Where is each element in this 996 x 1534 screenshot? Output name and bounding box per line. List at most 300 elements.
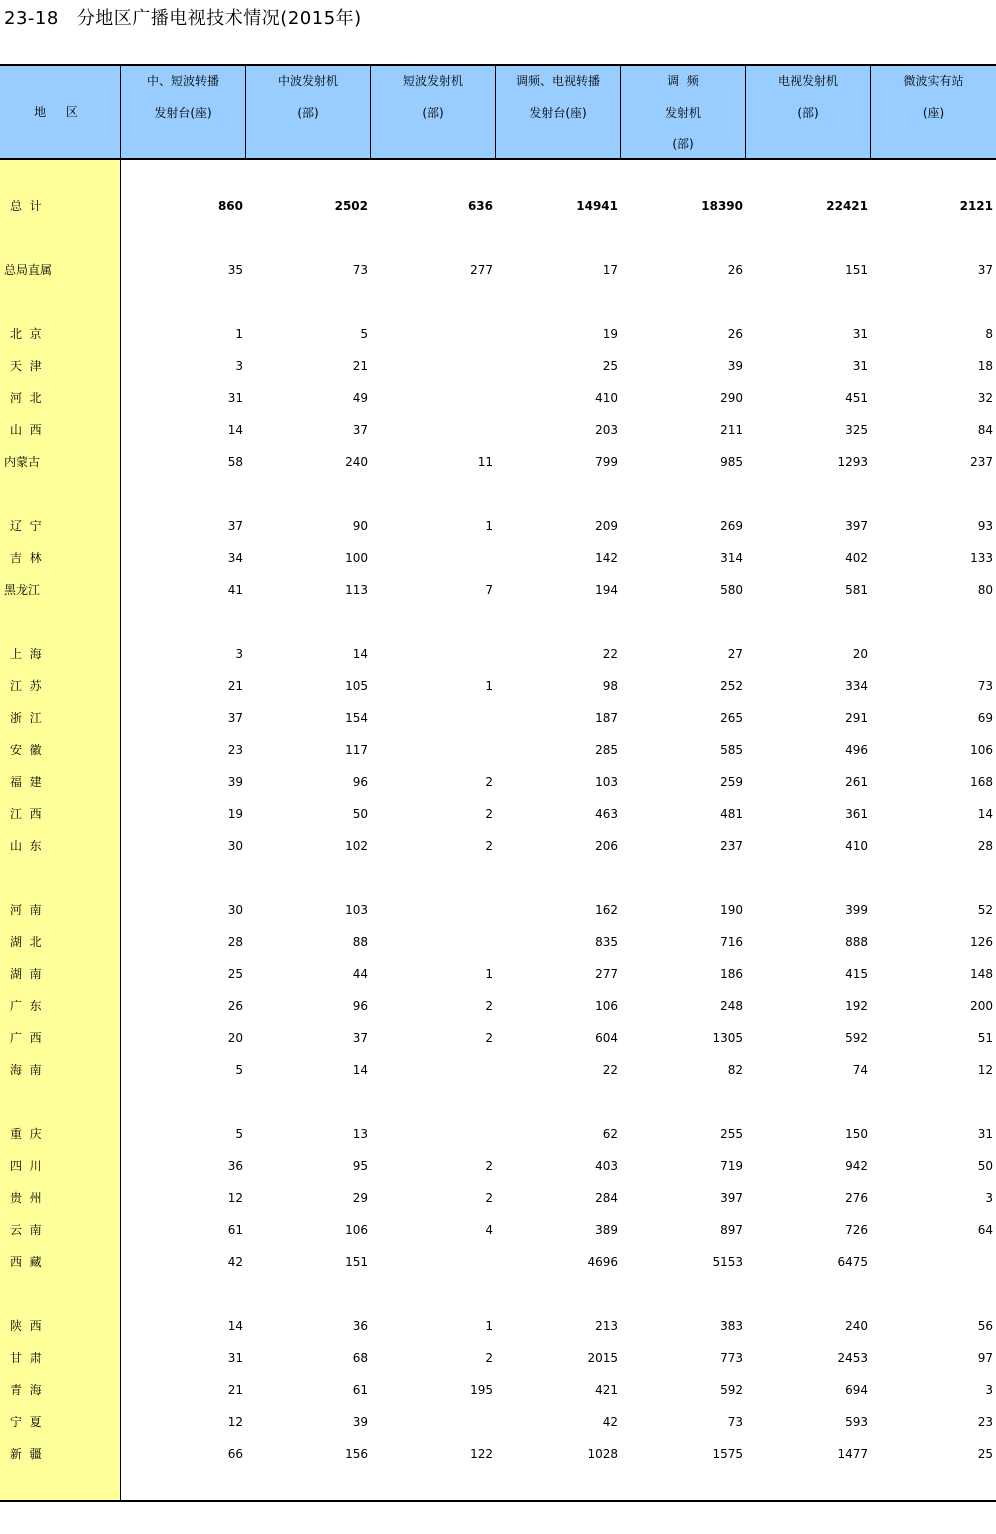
table-cell: 402 [845,551,868,565]
region-name: 云 南 [10,1223,42,1237]
table-cell: 6475 [837,1255,868,1269]
table-cell: 21 [227,1383,243,1397]
table-row [0,1028,996,1048]
table-row [0,964,996,984]
table-cell: 95 [352,1159,368,1173]
table-cell: 66 [227,1447,243,1461]
table-cell: 209 [595,519,618,533]
table-cell: 2453 [837,1351,868,1365]
table-cell: 12 [227,1191,243,1205]
table-cell: 2 [485,1351,493,1365]
region-name: 湖 北 [10,935,42,949]
region-name: 四 川 [10,1159,42,1173]
table-row [0,1348,996,1368]
table-row [0,1252,996,1272]
table-cell: 100 [345,551,368,565]
table-cell: 20 [227,1031,243,1045]
table-cell: 44 [352,967,368,981]
region-name: 吉 林 [10,551,42,565]
table-cell: 2 [485,807,493,821]
table-cell: 255 [720,1127,743,1141]
table-cell: 269 [720,519,743,533]
table-cell: 13 [352,1127,368,1141]
table-cell: 97 [977,1351,993,1365]
column-header-line: (部) [422,106,444,120]
table-cell: 18390 [701,199,743,213]
table-cell: 285 [595,743,618,757]
table-cell: 397 [845,519,868,533]
column-header-line: 短波发射机 [402,74,463,88]
table-cell: 22 [602,1063,618,1077]
table-row [0,804,996,824]
table-cell: 897 [720,1223,743,1237]
column-header [495,66,620,158]
column-header-line: (部) [297,106,319,120]
table-cell: 31 [227,391,243,405]
table-row [0,1060,996,1080]
table-cell: 276 [845,1191,868,1205]
region-name: 新 疆 [10,1447,42,1461]
table-cell: 22421 [826,199,868,213]
table-cell: 240 [345,455,368,469]
table-cell: 58 [227,455,243,469]
table-cell: 277 [595,967,618,981]
table-cell: 37 [352,423,368,437]
table-cell: 290 [720,391,743,405]
table-row [0,708,996,728]
column-header-line: 调 频 [667,74,699,88]
table-cell: 592 [720,1383,743,1397]
table-cell: 1 [235,327,243,341]
table-cell: 314 [720,551,743,565]
table-cell: 106 [345,1223,368,1237]
table-cell: 64 [977,1223,993,1237]
table-cell: 14 [227,423,243,437]
table-cell: 7 [485,583,493,597]
table-cell: 22 [602,647,618,661]
table-row [0,260,996,280]
table-cell: 581 [845,583,868,597]
table-title [4,4,362,30]
region-name: 湖 南 [10,967,42,981]
table-cell: 248 [720,999,743,1013]
table-cell: 117 [345,743,368,757]
table-cell: 28 [977,839,993,853]
table-cell: 151 [845,263,868,277]
table-cell: 187 [595,711,618,725]
region-name: 安 徽 [10,743,42,757]
table-cell: 23 [977,1415,993,1429]
region-name: 辽 宁 [10,519,42,533]
table-row [0,1188,996,1208]
table-cell: 860 [217,199,243,213]
table-cell: 168 [970,775,993,789]
column-header-line: 发射机 [664,106,701,120]
column-header-line: 发射台(座) [529,106,587,120]
table-cell: 592 [845,1031,868,1045]
table-cell: 206 [595,839,618,853]
table-cell: 265 [720,711,743,725]
table-cell: 50 [352,807,368,821]
table-cell: 1 [485,679,493,693]
region-column-header: 地 区 [34,105,86,119]
table-cell: 106 [595,999,618,1013]
table-cell: 105 [345,679,368,693]
table-cell: 942 [845,1159,868,1173]
table-row [0,1444,996,1464]
region-name: 总 计 [10,199,42,213]
table-cell: 403 [595,1159,618,1173]
table-cell: 186 [720,967,743,981]
table-cell: 148 [970,967,993,981]
region-name: 青 海 [10,1383,42,1397]
table-cell: 5 [235,1063,243,1077]
table-cell: 203 [595,423,618,437]
table-row [0,644,996,664]
table-cell: 2502 [334,199,368,213]
region-name: 江 苏 [10,679,42,693]
table-cell: 12 [977,1063,993,1077]
table-cell: 49 [352,391,368,405]
table-cell: 211 [720,423,743,437]
table-cell: 496 [845,743,868,757]
table-cell: 25 [602,359,618,373]
table-cell: 154 [345,711,368,725]
table-cell: 34 [227,551,243,565]
table-row [0,996,996,1016]
table-cell: 80 [977,583,993,597]
table-cell: 14 [352,647,368,661]
table-cell: 3 [235,647,243,661]
table-row [0,676,996,696]
column-header [245,66,370,158]
table-cell: 3 [985,1383,993,1397]
table-cell: 835 [595,935,618,949]
table-cell: 334 [845,679,868,693]
table-cell: 37 [352,1031,368,1045]
table-cell: 277 [470,263,493,277]
table-cell: 291 [845,711,868,725]
table-row [0,1316,996,1336]
region-name: 山 东 [10,839,42,853]
table-cell: 14 [977,807,993,821]
table-cell: 122 [470,1447,493,1461]
table-cell: 719 [720,1159,743,1173]
table-cell: 14941 [576,199,618,213]
table-cell: 421 [595,1383,618,1397]
table-cell: 1305 [712,1031,743,1045]
table-cell: 142 [595,551,618,565]
table-cell: 37 [227,711,243,725]
region-name: 海 南 [10,1063,42,1077]
table-cell: 410 [845,839,868,853]
table-cell: 41 [227,583,243,597]
table-cell: 3 [235,359,243,373]
table-row [0,580,996,600]
table-cell: 593 [845,1415,868,1429]
table-cell: 481 [720,807,743,821]
table-row [0,836,996,856]
table-cell: 585 [720,743,743,757]
table-cell: 2 [485,775,493,789]
table-cell: 93 [977,519,993,533]
table-cell: 31 [227,1351,243,1365]
table-row [0,1220,996,1240]
table-cell: 580 [720,583,743,597]
region-name: 内蒙古 [4,455,41,469]
table-cell: 2 [485,1191,493,1205]
table-row [0,196,996,216]
table-cell: 397 [720,1191,743,1205]
table-cell: 4696 [587,1255,618,1269]
region-name: 山 西 [10,423,42,437]
table-row [0,1156,996,1176]
table-cell: 96 [352,775,368,789]
table-cell: 3 [985,1191,993,1205]
table-cell: 18 [977,359,993,373]
table-cell: 98 [602,679,618,693]
table-row [0,740,996,760]
table-cell: 37 [977,263,993,277]
table-cell: 35 [227,263,243,277]
table-cell: 25 [977,1447,993,1461]
table-cell: 42 [227,1255,243,1269]
table-cell: 259 [720,775,743,789]
table-cell: 190 [720,903,743,917]
table-cell: 73 [352,263,368,277]
table-cell: 61 [227,1223,243,1237]
table-row [0,1412,996,1432]
table-cell: 52 [977,903,993,917]
statistics-table [0,64,996,1502]
column-header [620,66,745,158]
table-cell: 126 [970,935,993,949]
table-cell: 82 [727,1063,743,1077]
table-cell: 2015 [587,1351,618,1365]
table-cell: 30 [227,903,243,917]
column-header [745,66,870,158]
table-cell: 11 [477,455,493,469]
table-cell: 195 [470,1383,493,1397]
region-name: 甘 肃 [10,1351,42,1365]
table-cell: 726 [845,1223,868,1237]
region-name: 黑龙江 [4,583,41,597]
table-cell: 5 [360,327,368,341]
column-header-line: (座) [922,106,945,120]
column-header-line: 调频、电视转播 [515,74,600,88]
region-name: 广 西 [10,1031,42,1045]
table-cell: 1 [485,519,493,533]
table-cell: 62 [602,1127,618,1141]
region-name: 西 藏 [10,1255,42,1269]
region-name: 江 西 [10,807,42,821]
table-cell: 284 [595,1191,618,1205]
region-name: 贵 州 [10,1191,42,1205]
table-cell: 2 [485,999,493,1013]
region-name: 北 京 [10,327,42,341]
table-cell: 30 [227,839,243,853]
column-header [870,66,996,158]
table-row [0,388,996,408]
table-cell: 96 [352,999,368,1013]
table-row [0,1124,996,1144]
table-cell: 56 [977,1319,993,1333]
table-cell: 12 [227,1415,243,1429]
table-title-text: 分地区广播电视技术情况(2015年) [76,8,362,29]
table-cell: 151 [345,1255,368,1269]
table-cell: 261 [845,775,868,789]
table-cell: 5153 [712,1255,743,1269]
table-cell: 28 [227,935,243,949]
table-row [0,932,996,952]
table-cell: 2 [485,1031,493,1045]
table-cell: 8 [985,327,993,341]
table-cell: 31 [852,359,868,373]
table-cell: 716 [720,935,743,949]
table-cell: 361 [845,807,868,821]
column-header-line: (部) [797,106,819,120]
table-row [0,516,996,536]
table-row [0,452,996,472]
table-cell: 39 [227,775,243,789]
table-cell: 194 [595,583,618,597]
region-name: 天 津 [10,359,42,373]
table-cell: 31 [852,327,868,341]
table-cell: 50 [977,1159,993,1173]
table-cell: 88 [352,935,368,949]
table-cell: 1 [485,1319,493,1333]
column-header-line: 中、短波转播 [146,74,219,88]
table-cell: 1 [485,967,493,981]
table-cell: 4 [485,1223,493,1237]
table-cell: 39 [727,359,743,373]
table-cell: 26 [727,327,743,341]
table-row [0,548,996,568]
table-row [0,772,996,792]
table-cell: 25 [227,967,243,981]
region-name: 总局直属 [4,263,53,277]
table-cell: 799 [595,455,618,469]
table-cell: 37 [227,519,243,533]
column-header-line: 发射台(座) [154,106,212,120]
table-cell: 5 [235,1127,243,1141]
table-cell: 2 [485,839,493,853]
table-cell: 36 [227,1159,243,1173]
table-cell: 389 [595,1223,618,1237]
table-row [0,356,996,376]
region-name: 浙 江 [10,711,42,725]
table-cell: 1575 [712,1447,743,1461]
column-header [120,66,245,158]
table-cell: 19 [227,807,243,821]
table-cell: 237 [720,839,743,853]
table-cell: 32 [977,391,993,405]
table-row [0,324,996,344]
table-cell: 90 [352,519,368,533]
table-cell: 252 [720,679,743,693]
table-cell: 200 [970,999,993,1013]
table-cell: 636 [467,199,493,213]
table-cell: 192 [845,999,868,1013]
table-header [0,64,996,160]
table-cell: 133 [970,551,993,565]
region-name: 河 北 [10,391,42,405]
column-header-line: 微波实有站 [903,74,964,88]
table-cell: 102 [345,839,368,853]
table-cell: 410 [595,391,618,405]
table-cell: 325 [845,423,868,437]
table-cell: 103 [595,775,618,789]
table-cell: 21 [227,679,243,693]
table-cell: 29 [352,1191,368,1205]
table-cell: 106 [970,743,993,757]
table-cell: 51 [977,1031,993,1045]
table-cell: 19 [602,327,618,341]
table-cell: 1028 [587,1447,618,1461]
table-cell: 888 [845,935,868,949]
table-cell: 240 [845,1319,868,1333]
table-cell: 74 [852,1063,868,1077]
region-name: 福 建 [10,775,42,789]
table-cell: 162 [595,903,618,917]
region-name: 河 南 [10,903,42,917]
table-cell: 26 [727,263,743,277]
table-cell: 694 [845,1383,868,1397]
table-cell: 27 [727,647,743,661]
region-name: 重 庆 [10,1127,42,1141]
table-cell: 985 [720,455,743,469]
table-row [0,1380,996,1400]
column-header-line: 中波发射机 [277,74,338,88]
table-cell: 237 [970,455,993,469]
column-header-line: 电视发射机 [777,74,838,88]
table-cell: 14 [352,1063,368,1077]
table-cell: 773 [720,1351,743,1365]
table-cell: 73 [727,1415,743,1429]
table-cell: 213 [595,1319,618,1333]
table-cell: 14 [227,1319,243,1333]
table-number: 23-18 [4,8,59,29]
table-cell: 84 [977,423,993,437]
table-cell: 383 [720,1319,743,1333]
region-name: 宁 夏 [10,1415,42,1429]
table-cell: 39 [352,1415,368,1429]
table-cell: 61 [352,1383,368,1397]
region-name: 陕 西 [10,1319,42,1333]
table-cell: 415 [845,967,868,981]
table-cell: 103 [345,903,368,917]
table-cell: 113 [345,583,368,597]
table-cell: 73 [977,679,993,693]
table-cell: 36 [352,1319,368,1333]
column-header-line: (部) [672,137,694,151]
table-cell: 2 [485,1159,493,1173]
table-cell: 2121 [959,199,993,213]
table-cell: 68 [352,1351,368,1365]
table-cell: 156 [345,1447,368,1461]
table-cell: 150 [845,1127,868,1141]
table-cell: 42 [602,1415,618,1429]
table-cell: 69 [977,711,993,725]
table-cell: 23 [227,743,243,757]
table-bottom-border [0,1500,996,1502]
table-cell: 451 [845,391,868,405]
table-row [0,900,996,920]
column-header [370,66,495,158]
table-cell: 1477 [837,1447,868,1461]
table-cell: 17 [602,263,618,277]
table-cell: 20 [852,647,868,661]
